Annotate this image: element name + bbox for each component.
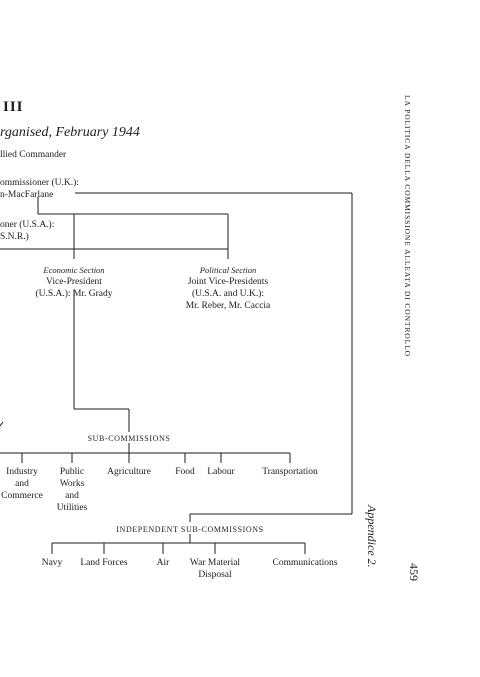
political-section-persons: Mr. Reber, Mr. Caccia (185, 301, 271, 311)
political-section-countries: (U.S.A. and U.K.): (191, 289, 265, 299)
war-material-line-2: Disposal (198, 570, 232, 580)
independent-communications (262, 557, 348, 569)
communications-label: Communications (272, 558, 338, 568)
industry-line-1: Industry (6, 467, 38, 477)
agriculture-label: Agriculture (107, 467, 151, 477)
air-label: Air (156, 558, 170, 568)
sub-commission-industry (0, 466, 52, 502)
political-section (168, 264, 288, 312)
political-section-label: Political Section (199, 265, 257, 275)
sub-commission-agriculture (94, 466, 164, 478)
running-head: LA POLITICA DELLA COMMISSIONE ALLEATA DI CONTROLLO (403, 95, 412, 357)
public-works-line-3: and (65, 491, 79, 501)
page-number: 459 (407, 563, 421, 581)
independent-air (148, 557, 178, 569)
chart-title: rganised, February 1944 (0, 125, 140, 140)
deputy-uk-line-2: n-MacFarlane (0, 190, 54, 200)
public-works-line-2: Works (59, 479, 85, 489)
navy-label: Navy (41, 558, 63, 568)
appendix-label: Appendice 2. (365, 505, 379, 568)
labour-label: Labour (207, 467, 235, 477)
independent-sub-commissions-heading: INDEPENDENT SUB-COMMISSIONS (116, 525, 264, 534)
sub-commissions-heading: SUB-COMMISSIONS (87, 434, 171, 443)
appendix-section-number: III (3, 99, 24, 115)
food-label: Food (175, 467, 195, 477)
transportation-label: Transportation (262, 467, 318, 477)
industry-line-3: Commerce (1, 491, 43, 501)
industry-line-2: and (15, 479, 29, 489)
sub-commission-labour (199, 466, 243, 478)
allied-commander-label: llied Commander (0, 150, 67, 160)
economic-section (14, 264, 134, 300)
war-material-line-1: War Material (189, 558, 241, 568)
deputy-uk-line-1: ommissioner (U.K.): (0, 178, 79, 188)
deputy-usa-line-2: S.N.R.) (0, 232, 29, 242)
independent-war-material-disposal (180, 557, 250, 581)
sub-commission-transportation (250, 466, 330, 478)
economic-section-label: Economic Section (43, 265, 105, 275)
deputy-usa-line-1: oner (U.S.A.): (0, 220, 55, 230)
economic-section-person: (U.S.A.): Mr. Grady (35, 289, 113, 299)
independent-land-forces (74, 557, 134, 569)
public-works-line-4: Utilities (56, 503, 88, 513)
land-forces-label: Land Forces (80, 558, 128, 568)
sub-commission-public-works (47, 466, 97, 514)
public-works-line-1: Public (59, 467, 85, 477)
independent-navy (32, 557, 72, 569)
economic-section-role: Vice-President (46, 277, 102, 287)
political-section-role: Joint Vice-Presidents (187, 277, 269, 287)
